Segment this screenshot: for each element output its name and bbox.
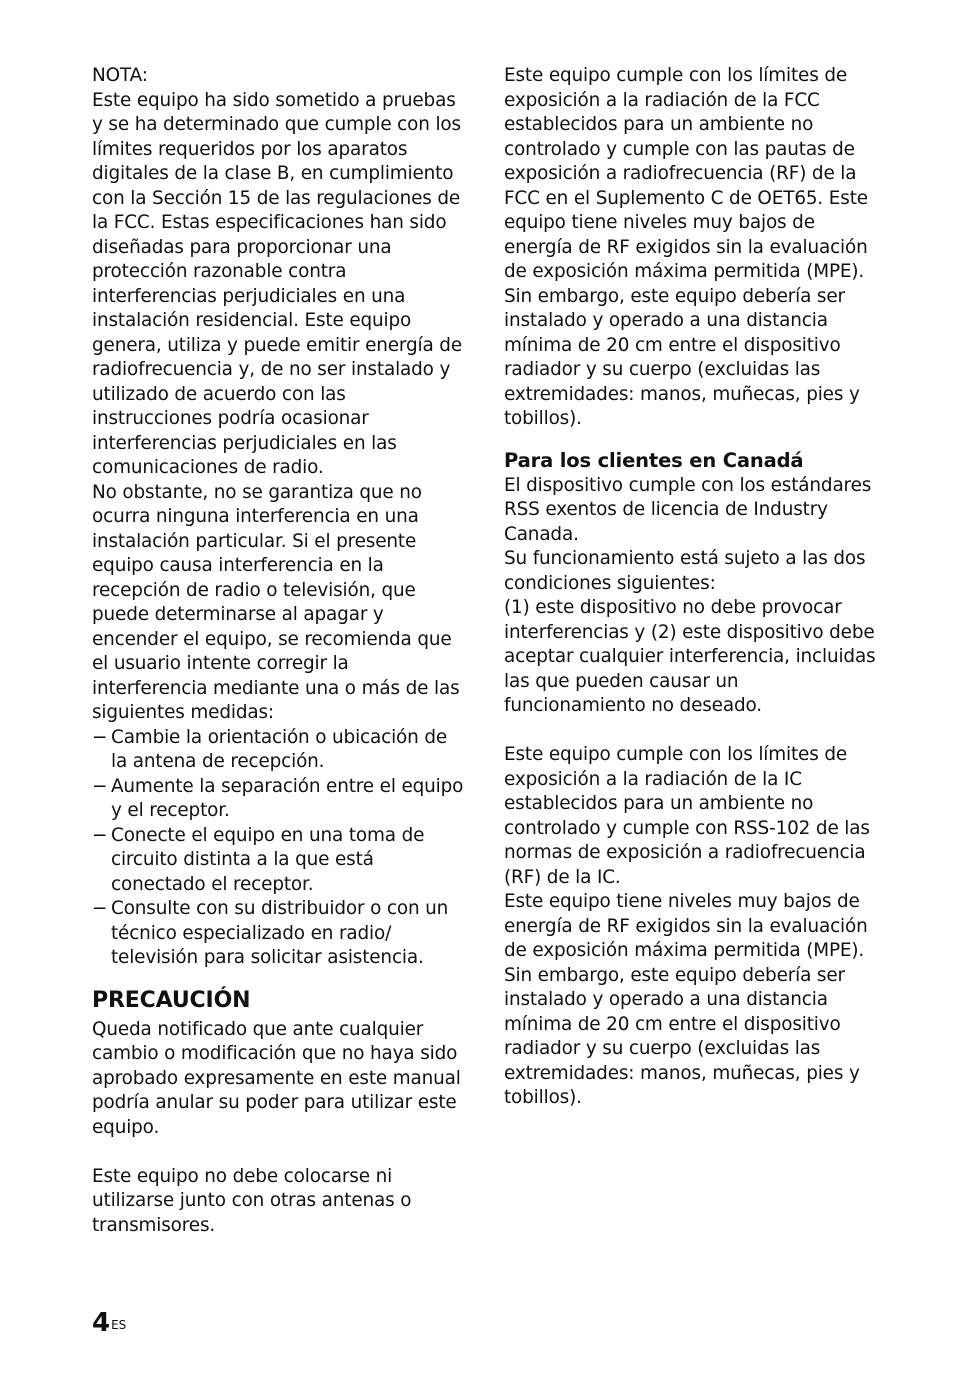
spacer bbox=[92, 1140, 464, 1165]
nota-paragraph-1: Este equipo ha sido sometido a pruebas y se ha determinado que cumple con los límites requeridos por los aparatos digitales de la clase B, en cumplimiento con la Sección 15 de las regulaciones de la FCC. Estas especificaciones han sido diseñadas para proporcionar una protección razonable contra interferencias perjudiciales en una instalación residencial. Este equipo genera, utiliza y puede emitir energía de radiofrecuencia y, de no ser instalado y utilizado de acuerdo con las instrucciones podría ocasionar interferencias perjudiciales en las comunicaciones de radio. bbox=[92, 89, 462, 478]
caution-paragraph-2: Este equipo no debe colocarse ni utilizarse junto con otras antenas o transmisores. bbox=[92, 1165, 412, 1236]
caution-heading: PRECAUCIÓN bbox=[92, 987, 251, 1013]
canada-paragraph-2: Su funcionamiento está sujeto a las dos condiciones siguientes: bbox=[504, 548, 866, 594]
spacer bbox=[504, 432, 876, 448]
measures-list bbox=[92, 726, 464, 971]
spacer bbox=[504, 719, 876, 744]
nota-paragraph-2: No obstante, no se garantiza que no ocurra ninguna interferencia en una instalación particular. Si el presente equipo causa interferencia en la recepción de radio o televisión, que puede determinarse al apagar y encender el equipo, se recomienda que el usuario intente corregir la interferencia mediante una o más de las siguientes medidas: bbox=[92, 481, 460, 723]
page-number bbox=[92, 1308, 126, 1338]
canada-heading: Para los clientes en Canadá bbox=[504, 448, 804, 472]
canada-paragraph-3: (1) este dispositivo no debe provocar interferencias y (2) este dispositivo debe aceptar cualquier interferencia, incluidas las que pueden causar un funcionamiento no deseado. bbox=[504, 597, 876, 716]
ic-exposure-paragraph-2: Este equipo tiene niveles muy bajos de energía de RF exigidos sin la evaluación de exposición máxima permitida (MPE). Sin embargo, este equipo debería ser instalado y operado a una distancia mínima de 20 cm entre el dispositivo radiador y su cuerpo (excluidas las extremidades: manos, muñecas, pies y tobillos). bbox=[504, 891, 868, 1108]
measure-item: − Aumente la separación entre el equipo y el receptor. bbox=[92, 775, 464, 824]
right-column bbox=[504, 64, 876, 1111]
measure-item: − Conecte el equipo en una toma de circuito distinta a la que está conectado el receptor. bbox=[92, 824, 464, 898]
left-column bbox=[92, 64, 464, 1238]
measure-item: − Cambie la orientación o ubicación de la antena de recepción. bbox=[92, 726, 464, 775]
caution-paragraph-1: Queda notificado que ante cualquier cambio o modificación que no haya sido aprobado expresamente en este manual podría anular su poder para utilizar este equipo. bbox=[92, 1018, 461, 1138]
page-number-value: 4 bbox=[92, 1308, 111, 1338]
language-code: ES bbox=[111, 1318, 127, 1332]
fcc-exposure-paragraph: Este equipo cumple con los límites de exposición a la radiación de la FCC establecidos para un ambiente no controlado y cumple con las pautas de exposición a radiofrecuencia (RF) de la FCC en el Suplemento C de OET65. Este equipo tiene niveles muy bajos de energía de RF exigidos sin la evaluación de exposición máxima permitida (MPE). Sin embargo, este equipo debería ser instalado y operado a una distancia mínima de 20 cm entre el dispositivo radiador y su cuerpo (excluidas las extremidades: manos, muñecas, pies y tobillos). bbox=[504, 65, 868, 429]
measure-item: − Consulte con su distribuidor o con un técnico especializado en radio/ televisión para solicitar asistencia. bbox=[92, 897, 464, 971]
nota-label: NOTA: bbox=[92, 65, 148, 86]
ic-exposure-paragraph-1: Este equipo cumple con los límites de exposición a la radiación de la IC establecidos para un ambiente no controlado y cumple con RSS-102 de las normas de exposición a radiofrecuencia (RF) de la IC. bbox=[504, 744, 870, 888]
canada-paragraph-1: El dispositivo cumple con los estándares RSS exentos de licencia de Industry Canada. bbox=[504, 474, 872, 545]
